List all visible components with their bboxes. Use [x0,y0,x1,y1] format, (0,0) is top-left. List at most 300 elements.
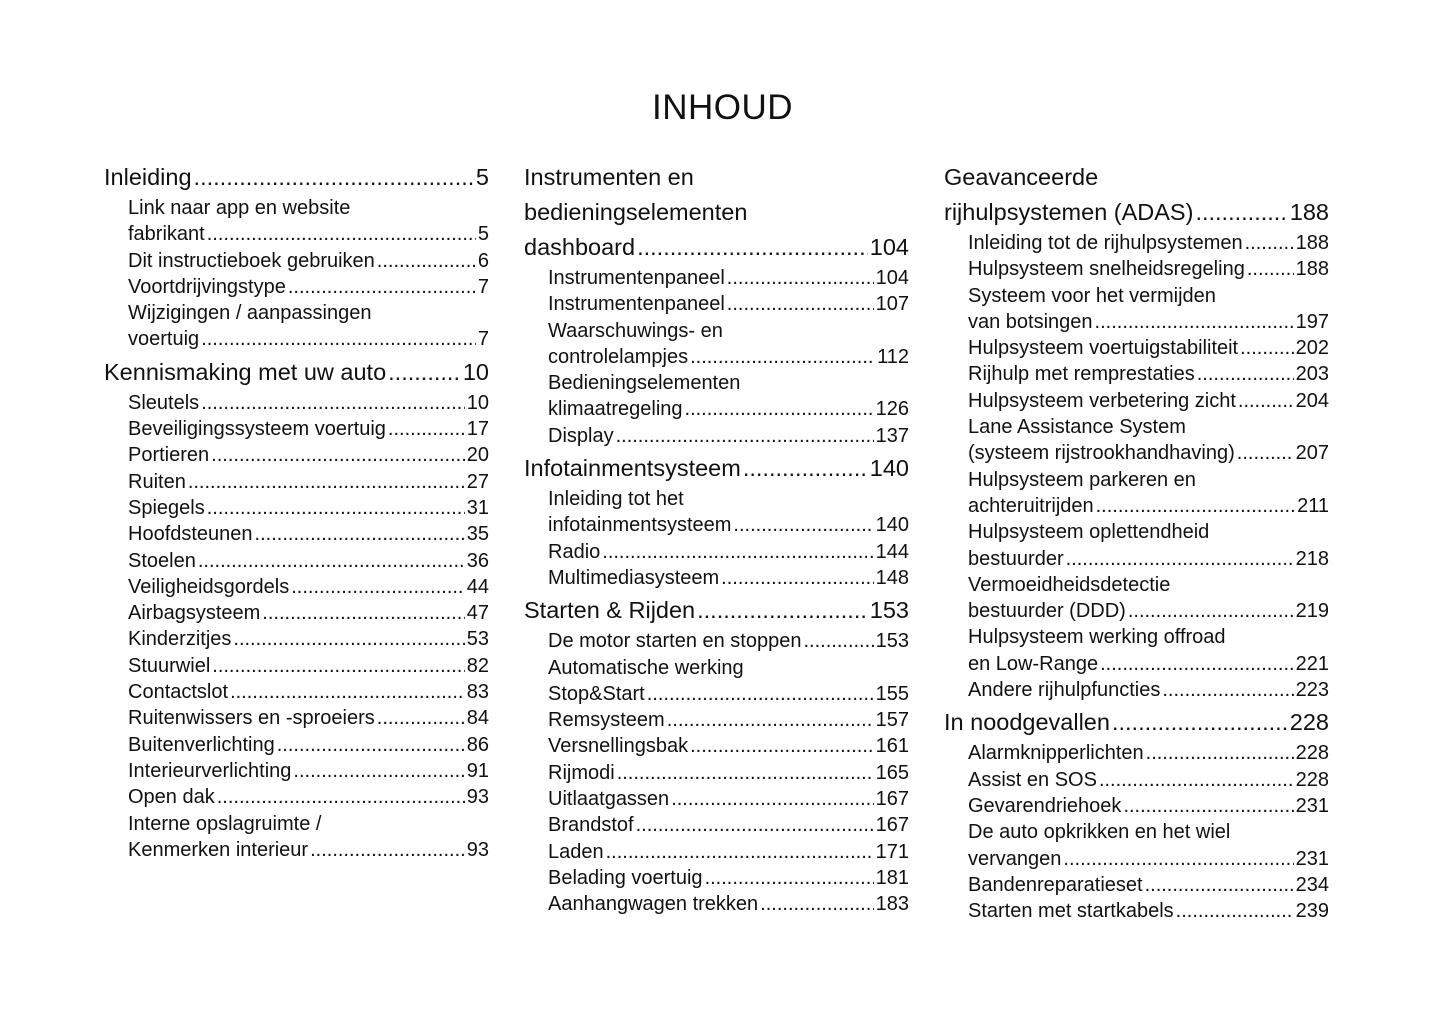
toc-entry-title: Rijmodi [548,761,615,784]
toc-entry[interactable] [944,898,1329,924]
toc-page-number: 140 [869,455,909,482]
toc-entry[interactable] [524,865,909,891]
toc-entry[interactable] [944,256,1329,282]
toc-page-number: 167 [875,814,909,837]
toc-entry[interactable] [104,653,489,679]
toc-entry-text-line: Automatische werking [548,656,744,679]
toc-entry-title: Uitlaatgassen [548,788,670,811]
toc-page-number: 203 [1295,363,1329,386]
toc-entry-title: Spiegels [128,496,205,519]
toc-entry-title: Ruiten [128,470,186,493]
toc-entry[interactable] [104,705,489,731]
toc-page-number: 165 [875,761,909,784]
dot-leader [1063,846,1293,872]
toc-entry-row [524,760,909,786]
dot-leader [377,248,476,274]
dot-leader [697,593,868,628]
toc-page-number: 7 [477,275,489,298]
toc-entry-text-line: Hulpsysteem oplettendheid [968,521,1210,544]
toc-entry-row [944,898,1329,924]
toc-entry-row [524,291,909,317]
toc-entry-title: en Low-Range [968,652,1099,675]
dot-leader [255,521,465,547]
dot-leader [1095,309,1294,335]
toc-page-number: 223 [1295,679,1329,702]
dot-leader [1112,705,1288,740]
toc-entry-row [104,416,489,442]
toc-page-number: 17 [466,418,489,441]
dot-leader [690,733,874,759]
dot-leader [1237,440,1294,466]
toc-entry-row [524,230,909,265]
toc-page-number: 82 [466,654,489,677]
toc-entry-title: Inleiding tot de rijhulpsystemen [968,232,1243,254]
toc-entry-row [524,539,909,565]
dot-leader [293,758,464,784]
toc-page-number: 228 [1289,709,1329,736]
toc-entry-title: voertuig [128,328,200,351]
toc-entry[interactable] [524,655,909,708]
dot-leader [217,784,465,810]
toc-page-number: 47 [466,602,489,625]
dot-leader [1247,256,1294,282]
toc-entry[interactable] [104,416,489,442]
toc-page-number: 107 [875,293,909,316]
dot-leader [201,326,476,352]
toc-entry[interactable] [524,733,909,759]
toc-entry-row [104,248,489,274]
toc-entry-title: Versnellingsbak [548,735,689,758]
dot-leader [230,679,465,705]
toc-entry-text-line: Link naar app en website [128,197,351,219]
toc-entry-title: Rijhulp met remprestaties [968,363,1195,386]
toc-entry[interactable] [524,565,909,591]
toc-page-number: 6 [477,249,489,272]
toc-entry-row [944,677,1329,703]
toc-page-number: 181 [875,866,909,889]
toc-entry-title: Alarmknipperlichten [968,742,1144,765]
dot-leader [671,786,873,812]
toc-entry-title: dashboard [524,234,636,260]
toc-entry[interactable] [944,793,1329,819]
toc-page-number: 144 [875,540,909,563]
dot-leader [188,469,465,495]
toc-entry-row [524,344,909,370]
toc-entry[interactable] [104,521,489,547]
toc-section[interactable] [524,593,909,628]
dot-leader [207,495,465,521]
toc-page-number: 140 [875,514,909,537]
toc-page-number: 231 [1295,794,1329,817]
toc-entry[interactable] [104,679,489,705]
toc-section[interactable] [944,705,1329,740]
toc-entry-row [944,493,1329,519]
toc-entry-row [524,593,909,628]
toc-entry-title: Instrumentenpaneel [548,293,725,316]
toc-page-number: 157 [875,709,909,732]
toc-page-number: 35 [466,523,489,546]
toc-entry-title: Radio [548,540,601,563]
toc-page-number: 86 [466,733,489,756]
toc-entry-title: Infotainmentsysteem [524,455,741,482]
toc-entry-title: Hulpsysteem verbetering zicht [968,389,1236,412]
toc-entry[interactable] [104,495,489,521]
toc-entry-row [104,221,489,247]
dot-leader [377,705,465,731]
toc-page-number: 112 [877,345,909,368]
dot-leader [233,626,464,652]
dot-leader [721,565,873,591]
toc-entry-row [524,265,909,291]
toc-entry-title: Inleiding [104,164,192,190]
toc-entry-title: Dit instructieboek gebruiken [128,249,375,272]
toc-page-number: 228 [1295,742,1329,765]
toc-page-number: 91 [466,759,489,782]
toc-page-number: 202 [1295,337,1329,360]
dot-leader [616,423,874,449]
toc-entry[interactable] [524,423,909,449]
toc-entry-row [944,651,1329,677]
toc-entry[interactable] [944,572,1329,625]
toc-entry-title: Kenmerken interieur [128,838,309,861]
dot-leader [211,442,465,468]
toc-entry-row [104,469,489,495]
toc-entry-row [104,679,489,705]
dot-leader [291,574,465,600]
toc-entry-row [524,812,909,838]
toc-page-number: 83 [466,681,489,704]
toc-entry-title: achteruitrijden [968,494,1094,517]
toc-entry-row [524,733,909,759]
toc-entry[interactable] [944,767,1329,793]
toc-entry[interactable] [524,628,909,654]
dot-leader [194,160,474,195]
toc-entry[interactable] [944,283,1329,336]
toc-entry[interactable] [944,335,1329,361]
toc-entry[interactable] [944,872,1329,898]
page-title: INHOUD [651,88,794,127]
toc-page-number: 228 [1295,768,1329,791]
dot-leader [743,451,868,486]
toc-entry[interactable] [524,760,909,786]
toc-entry-row [944,767,1329,793]
toc-entry-title: Laden [548,840,604,863]
toc-entry-title: Ruitenwissers en -sproeiers [128,707,375,730]
dot-leader [1162,677,1293,703]
toc-entry[interactable] [104,274,489,300]
toc-page-number: 239 [1295,900,1329,923]
toc-entry-row [944,195,1329,230]
toc-entry[interactable] [944,230,1329,256]
toc-entry[interactable] [524,539,909,565]
dot-leader [288,274,476,300]
dot-leader [647,681,874,707]
toc-page-number: 148 [875,566,909,589]
toc-entry-text-line: Systeem voor het vermijden [968,284,1216,307]
toc-entry-title: Gevarendriehoek [968,794,1122,817]
toc-page-number: 44 [466,575,489,598]
toc-entry-row [524,839,909,865]
dot-leader [1240,335,1294,361]
toc-section[interactable] [524,160,909,265]
toc-entry[interactable] [104,574,489,600]
toc-entry-row [944,230,1329,256]
dot-leader [617,760,874,786]
toc-entry-row [104,355,489,390]
toc-entry[interactable] [524,265,909,291]
toc-entry-row [104,600,489,626]
toc-entry-row [104,326,489,352]
dot-leader [1123,793,1293,819]
toc-entry-title: fabrikant [128,223,205,246]
toc-page-number: 161 [875,735,909,758]
toc-entry[interactable] [524,370,909,423]
dot-leader [1245,230,1294,256]
dot-leader [1066,546,1294,572]
dot-leader [705,865,874,891]
toc-entry-title: bestuurder (DDD) [968,600,1126,623]
toc-entry-title: Starten met startkabels [968,900,1174,923]
toc-entry-title: Kennismaking met uw auto [104,358,387,385]
toc-page-number: 84 [466,707,489,730]
dot-leader [198,548,465,574]
toc-entry-title: vervangen [968,847,1062,870]
toc-entry-title: infotainmentsysteem [548,514,732,537]
toc-entry[interactable] [944,519,1329,572]
toc-entry[interactable] [944,677,1329,703]
dot-leader [803,628,873,654]
toc-entry[interactable] [104,548,489,574]
toc-page-number: 197 [1295,310,1329,333]
toc-entry-title: Hulpsysteem snelheidsregeling [968,258,1245,281]
toc-entry[interactable] [524,786,909,812]
toc-entry-row [944,793,1329,819]
toc-entry[interactable] [524,891,909,917]
toc-entry-title: Assist en SOS [968,768,1097,791]
toc-entry-row [944,335,1329,361]
toc-entry-title: De motor starten en stoppen [548,630,802,653]
dot-leader [760,891,873,917]
toc-entry[interactable] [104,195,489,248]
toc-entry-row [524,628,909,654]
toc-page-number: 20 [466,444,489,467]
toc-entry[interactable] [104,784,489,810]
dot-leader [201,390,465,416]
toc-page-number: 36 [466,549,489,572]
toc-entry-title: Display [548,424,614,447]
toc-entry[interactable] [104,811,489,864]
toc-section[interactable] [104,355,489,390]
toc-entry[interactable] [944,740,1329,766]
toc-column-1 [104,160,489,863]
dot-leader [1128,598,1294,624]
toc-entry[interactable] [104,732,489,758]
toc-entry-row [104,653,489,679]
toc-entry[interactable] [944,388,1329,414]
toc-entry-row [104,442,489,468]
toc-entry[interactable] [524,839,909,865]
toc-section[interactable] [944,160,1329,230]
toc-entry-row [524,891,909,917]
toc-entry-row [104,626,489,652]
dot-leader [388,416,465,442]
dot-leader [727,265,874,291]
toc-entry-text-line: Hulpsysteem parkeren en [968,468,1196,491]
toc-entry[interactable] [524,707,909,733]
dot-leader [1145,872,1294,898]
dot-leader [602,539,873,565]
toc-entry-row [524,681,909,707]
toc-page-number: 5 [475,164,489,190]
toc-page-number: 5 [477,223,489,246]
toc-entry-row [524,865,909,891]
toc-entry-title: Multimediasysteem [548,566,720,589]
toc-entry[interactable] [524,318,909,371]
toc-page-number: 153 [875,630,909,653]
toc-page-number: 27 [466,470,489,493]
toc-entry-row [944,598,1329,624]
toc-entry[interactable] [104,758,489,784]
toc-entry-row [944,361,1329,387]
toc-entry-text-line: Inleiding tot het [548,488,684,511]
toc-page-number: 104 [875,267,909,289]
toc-entry-title: Stoelen [128,549,196,572]
toc-entry-text-line: Lane Assistance System [968,416,1186,439]
toc-page-number: 7 [477,328,489,351]
toc-page-number: 171 [875,840,909,863]
toc-entry[interactable] [104,626,489,652]
toc-entry-title: Aanhangwagen trekken [548,893,759,916]
toc-entry-row [104,574,489,600]
toc-entry-title: Voortdrijvingstype [128,275,286,298]
toc-entry-row [524,786,909,812]
toc-entry[interactable] [104,390,489,416]
dot-leader [637,230,868,265]
toc-entry-row [524,423,909,449]
toc-entry-row [104,548,489,574]
toc-section[interactable] [104,160,489,195]
dot-leader [277,732,465,758]
toc-entry-title: van botsingen [968,310,1093,333]
toc-entry-title: Stuurwiel [128,654,211,677]
toc-entry[interactable] [944,467,1329,520]
toc-entry-row [944,546,1329,572]
toc-entry-title: bestuurder [968,547,1064,570]
toc-page-number: 231 [1295,847,1329,870]
toc-entry[interactable] [104,248,489,274]
toc-entry-row [104,274,489,300]
dot-leader [388,355,461,390]
toc-entry-row [944,846,1329,872]
toc-entry-title: Airbagsysteem [128,602,261,625]
toc-page-number: 93 [466,838,489,861]
toc-entry-text-line: Instrumenten en [524,164,694,190]
toc-entry-row [524,396,909,422]
toc-entry-title: Open dak [128,786,215,809]
toc-entry-title: Kinderzitjes [128,628,232,651]
toc-entry-title: Veiligheidsgordels [128,575,290,598]
toc-entry[interactable] [104,469,489,495]
dot-leader [1100,651,1294,677]
toc-entry-title: klimaatregeling [548,398,683,421]
dot-leader [212,653,464,679]
toc-page-number: 234 [1295,873,1329,896]
toc-page-number: 221 [1295,652,1329,675]
toc-entry-row [524,707,909,733]
dot-leader [727,291,874,317]
toc-page-number: 188 [1295,258,1329,281]
toc-page-number: 31 [466,496,489,519]
dot-leader [207,221,476,247]
toc-column-2 [524,160,909,918]
toc-entry-row [944,256,1329,282]
toc-entry-row [524,512,909,538]
dot-leader [606,839,874,865]
toc-entry-text-line: Waarschuwings- en [548,319,723,342]
toc-page-number: 218 [1295,547,1329,570]
toc-entry[interactable] [104,300,489,353]
toc-entry-row [524,565,909,591]
toc-entry-title: controlelampjes [548,345,689,368]
dot-leader [1197,361,1294,387]
toc-page-number: 204 [1295,389,1329,412]
toc-entry-title: Beveiligingssysteem voertuig [128,418,386,441]
toc-entry[interactable] [944,361,1329,387]
toc-entry-text-line: De auto opkrikken en het wiel [968,821,1231,844]
dot-leader [262,600,464,626]
toc-page-number: 167 [875,788,909,811]
dot-leader [1099,767,1294,793]
toc-entry-title: Stop&Start [548,682,645,705]
dot-leader [636,812,874,838]
toc-entry-title: Bandenreparatieset [968,873,1143,896]
dot-leader [685,396,874,422]
toc-entry-title: Interieurverlichting [128,759,292,782]
toc-entry[interactable] [524,812,909,838]
toc-page-number: 183 [875,893,909,916]
toc-entry[interactable] [944,414,1329,467]
toc-page-number: 104 [869,234,909,260]
dot-leader [1238,388,1294,414]
toc-entry-row [104,705,489,731]
toc-entry[interactable] [104,442,489,468]
toc-entry-row [104,758,489,784]
toc-entry-title: Buitenverlichting [128,733,275,756]
dot-leader [1096,493,1295,519]
toc-entry-row [104,784,489,810]
toc-entry[interactable] [944,819,1329,872]
toc-entry-title: Remsysteem [548,709,665,732]
toc-section[interactable] [524,451,909,486]
toc-entry-row [944,388,1329,414]
toc-page-number: 155 [875,682,909,705]
toc-entry[interactable] [524,291,909,317]
toc-entry-text-line: bedieningselementen [524,199,748,225]
toc-entry[interactable] [944,624,1329,677]
toc-entry-text-line: Geavanceerde [944,164,1099,190]
toc-entry-row [104,837,489,863]
toc-page-number: 188 [1289,199,1329,225]
dot-leader [667,707,874,733]
toc-column-3 [944,160,1329,924]
toc-page-number: 188 [1295,232,1329,254]
toc-entry[interactable] [524,486,909,539]
dot-leader [733,512,873,538]
toc-entry-title: Belading voertuig [548,866,703,889]
toc-entry[interactable] [104,600,489,626]
toc-entry-title: Starten & Rijden [524,597,696,624]
toc-entry-row [944,309,1329,335]
